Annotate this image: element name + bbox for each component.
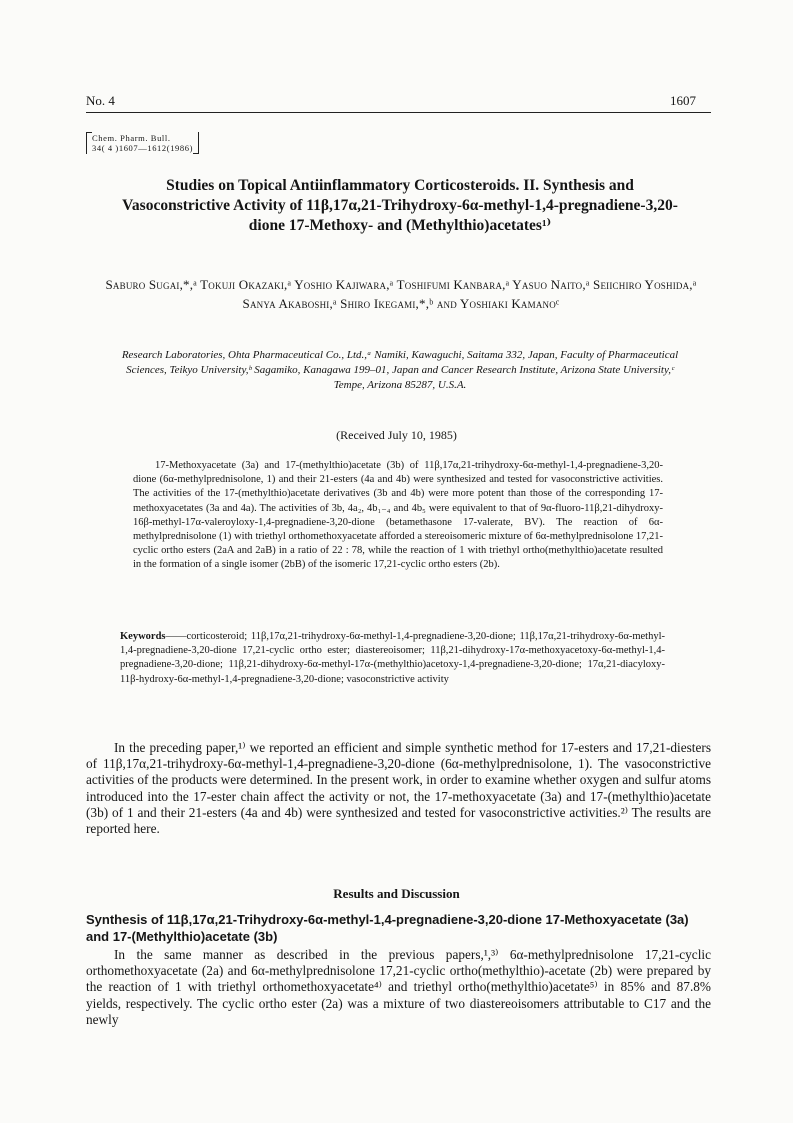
journal-name: Chem. Pharm. Bull.: [92, 133, 171, 143]
section-heading: Results and Discussion: [333, 886, 460, 901]
paper-title: Studies on Topical Antiinflammatory Corticosteroids. II. Synthesis and Vasoconstrictive Activity of 11β,17α,21-Trihydroxy-6α-methyl-1,4-pregnadiene-3,20-dione 17-Methoxy- and (Methylthio)acetates¹⁾: [122, 177, 678, 234]
results-paragraph: In the same manner as described in the previous papers,¹,³⁾ 6α-methylprednisolone 17,21-cyclic orthomethoxyacetate (2a) and 6α-methylprednisolone 17,21-cyclic ortho(methylthio)-acetate (2b) were prepared by the reaction of 1 with triethyl orthomethoxyacetate⁴⁾ and triethyl ortho(methylthio)acetate⁵⁾ in 85% and 87.8% yields, respectively. The cyclic ortho ester (2a) was a mixture of two diastereoisomers attributable to C17 and the newly: [86, 947, 711, 1027]
keywords-text: ——corticosteroid; 11β,17α,21-trihydroxy-6α-methyl-1,4-pregnadiene-3,20-dione; 11β,17α,21-trihydroxy-6α-methyl-1,4-pregnadiene-3,20-dione 17,21-cyclic ortho ester; diastereoisomer; 11β,21-dihydroxy-17α-methoxyacetoxy-6α-methyl-1,4-pregnadiene-3,20-dione; 11β,21-dihydroxy-6α-methyl-17α-(methylthio)acetoxy-1,4-pregnadiene-3,20-dione; 17α,21-diacyloxy-11β-hydroxy-6α-methyl-1,4-pregnadiene-3,20-dione; vasoconstrictive activity: [120, 631, 665, 685]
journal-citation-box: [86, 132, 199, 154]
journal-volume-pages: 34( 4 )1607—1612(1986): [92, 143, 194, 153]
header-rule: [86, 112, 711, 113]
received-date: (Received July 10, 1985): [336, 428, 457, 442]
intro-paragraph: In the preceding paper,¹⁾ we reported an efficient and simple synthetic method for 17-esters and 17,21-diesters of 11β,17α,21-trihydroxy-6α-methyl-1,4-pregnadiene-3,20-dione (6α-methylprednisolone, 1). The vasoconstrictive activities of the products were determined. In the present work, in order to examine whether oxygen and sulfur atoms introduced into the 17-ester chain affect the activity or not, the 17-methoxyacetate (3a) and 17-(methylthio)acetate (3b) of 1 and their 21-esters (4a and 4b) were synthesized and tested for vasoconstrictive activities.²⁾ The results are reported here.: [86, 740, 711, 837]
issue-number: No. 4: [86, 93, 115, 108]
keywords-label: Keywords: [120, 631, 166, 642]
abstract: 17-Methoxyacetate (3a) and 17-(methylthio)acetate (3b) of 11β,17α,21-trihydroxy-6α-methyl-1,4-pregnadiene-3,20-dione (6α-methylprednisolone, 1) and their 21-esters (4a and 4b) were synthesized and tested for vasoconstrictive activities. The activities of the 17-(methylthio)acetate derivatives (3b and 4b) were more potent than those of the corresponding 17-methoxyacetates (3a and 4a). The activities of 3b, 4a₂, 4b₁₋₄ and 4b₅ were equivalent to that of 9α-fluoro-11β,21-dihydroxy-16β-methyl-17α-valeroyloxy-1,4-pregnadiene-3,20-dione (betamethasone 17-valerate, BV). The reaction of 6α-methylprednisolone (1) with triethyl orthomethoxyacetate afforded a stereoisomeric mixture of 6α-methylprednisolone 17,21-cyclic ortho esters (2aA and 2aB) in a ratio of 22 : 78, while the reaction of 1 with triethyl ortho(methylthio)acetate resulted in the formation of a single isomer (2bB) of the isomeric 17,21-cyclic ortho esters (2b).: [133, 460, 663, 571]
author-list: Saburo Sugai,*,ᵃ Tokuji Okazaki,ᵃ Yoshio Kajiwara,ᵃ Toshifumi Kanbara,ᵃ Yasuo Naito,ᵃ Seiichiro Yoshida,ᵃ Sanya Akaboshi,ᵃ Shiro Ikegami,*,ᵇ and Yoshiaki Kamanoᶜ: [105, 277, 697, 311]
subsection-heading: Synthesis of 11β,17α,21-Trihydroxy-6α-methyl-1,4-pregnadiene-3,20-dione 17-Methoxyacetate (3a) and 17-(Methylthio)acetate (3b): [86, 912, 689, 944]
page-number: 1607: [670, 93, 696, 108]
affiliations: Research Laboratories, Ohta Pharmaceutical Co., Ltd.,ᵃ Namiki, Kawaguchi, Saitama 332, Japan, Faculty of Pharmaceutical Sciences, Teikyo University,ᵇ Sagamiko, Kanagawa 199–01, Japan and Cancer Research Institute, Arizona State University,ᶜ Tempe, Arizona 85287, U.S.A.: [121, 349, 679, 391]
keywords-block: [120, 630, 665, 687]
